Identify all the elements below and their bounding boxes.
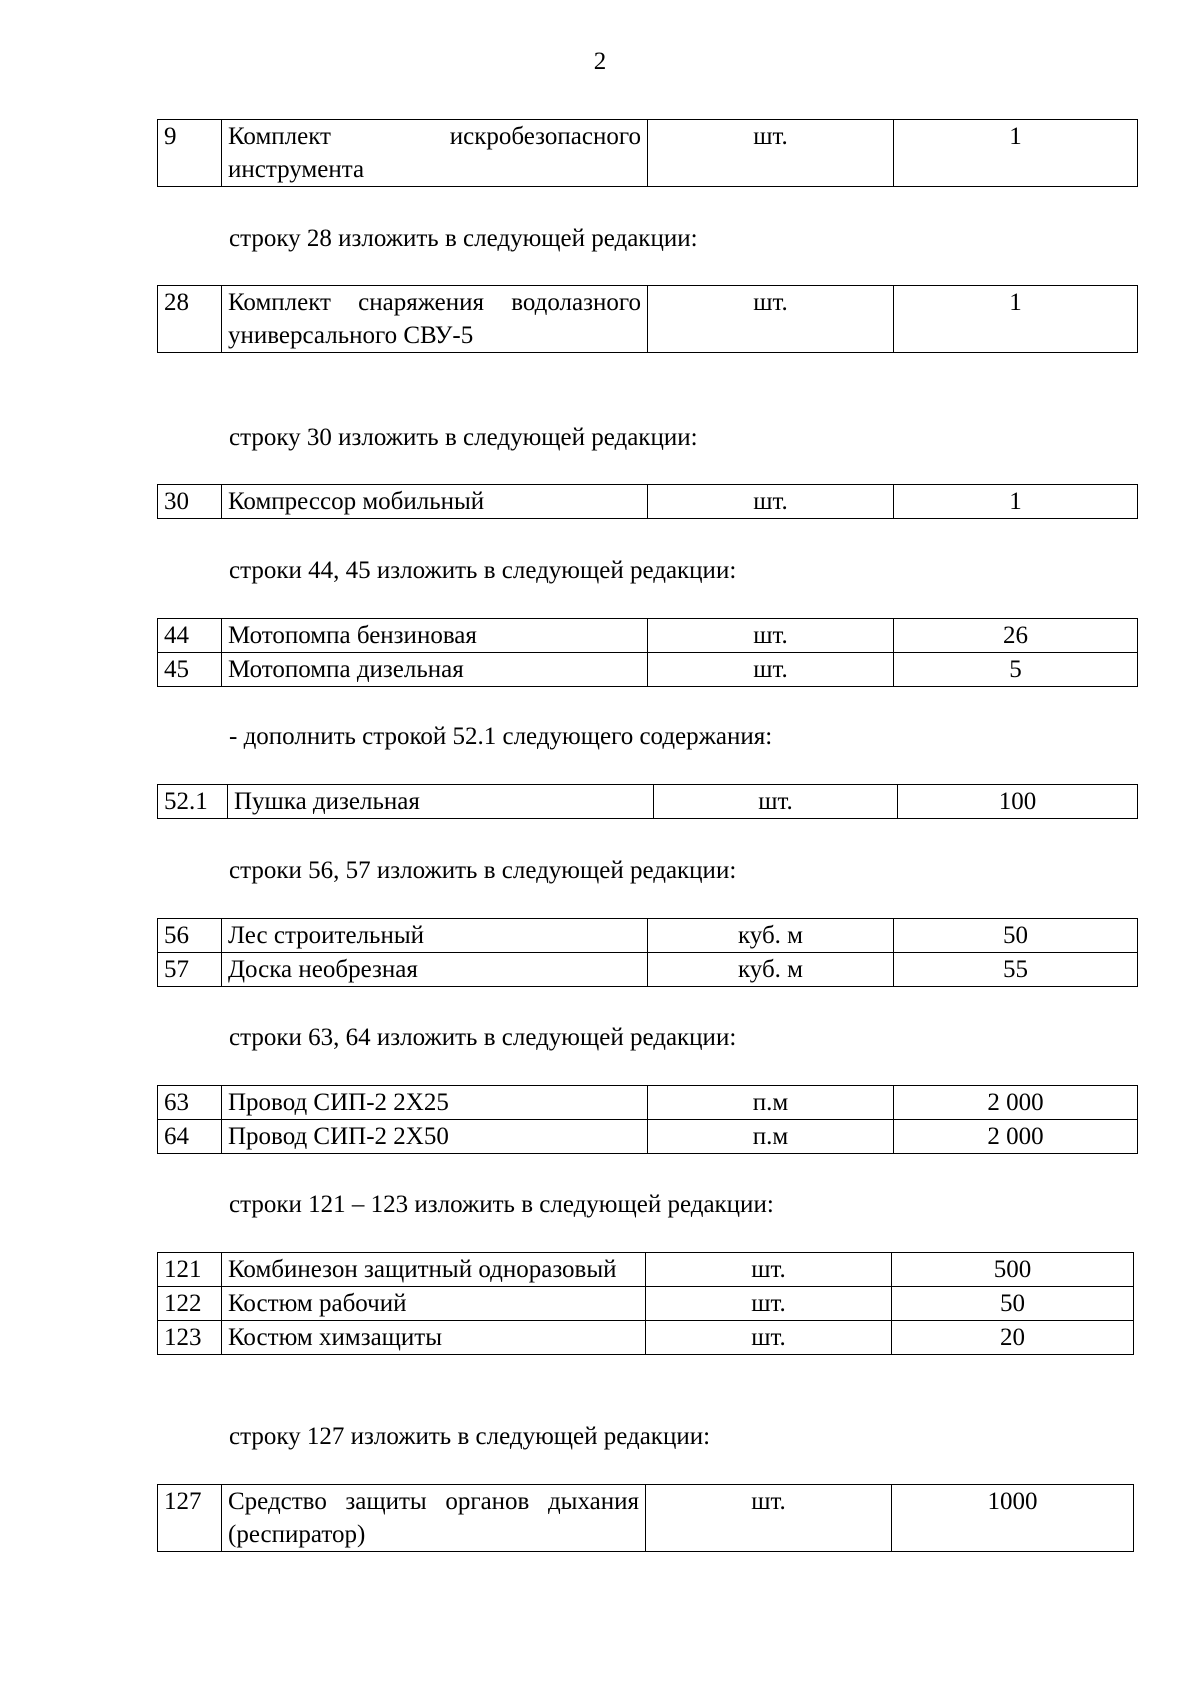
table-row bbox=[158, 919, 1138, 953]
amendment-caption: строку 28 изложить в следующей редакции: bbox=[229, 225, 698, 252]
item-name: Комплект искробезопасного инструмента bbox=[222, 120, 648, 187]
item-quantity: 1 bbox=[894, 120, 1138, 187]
item-unit: шт. bbox=[648, 286, 894, 353]
amendment-table-row-127 bbox=[157, 1484, 1134, 1552]
amendment-caption: строки 63, 64 изложить в следующей редакции: bbox=[229, 1024, 737, 1051]
row-number: 123 bbox=[158, 1321, 222, 1355]
table-row bbox=[158, 785, 1138, 819]
item-unit: куб. м bbox=[648, 953, 894, 987]
amendment-caption: строку 127 изложить в следующей редакции: bbox=[229, 1423, 711, 1450]
table-row bbox=[158, 1287, 1134, 1321]
amendment-caption: строки 56, 57 изложить в следующей редакции: bbox=[229, 857, 737, 884]
item-unit: шт. bbox=[646, 1287, 892, 1321]
item-unit: шт. bbox=[646, 1253, 892, 1287]
item-name: Лес строительный bbox=[222, 919, 648, 953]
table-row bbox=[158, 120, 1138, 187]
item-quantity: 2 000 bbox=[894, 1086, 1138, 1120]
row-number: 64 bbox=[158, 1120, 222, 1154]
item-quantity: 20 bbox=[892, 1321, 1134, 1355]
amendment-table-row-9 bbox=[157, 119, 1138, 187]
item-unit: шт. bbox=[654, 785, 898, 819]
item-unit: шт. bbox=[648, 653, 894, 687]
item-name: Комбинезон защитный одноразовый bbox=[222, 1253, 646, 1287]
item-name: Компрессор мобильный bbox=[222, 485, 648, 519]
item-name: Мотопомпа дизельная bbox=[222, 653, 648, 687]
item-quantity: 100 bbox=[898, 785, 1138, 819]
item-quantity: 500 bbox=[892, 1253, 1134, 1287]
table-row bbox=[158, 1253, 1134, 1287]
item-quantity: 50 bbox=[894, 919, 1138, 953]
table-row bbox=[158, 619, 1138, 653]
item-quantity: 2 000 bbox=[894, 1120, 1138, 1154]
row-number: 127 bbox=[158, 1485, 222, 1552]
row-number: 30 bbox=[158, 485, 222, 519]
item-name: Провод СИП-2 2Х25 bbox=[222, 1086, 648, 1120]
amendment-table-row-28 bbox=[157, 285, 1138, 353]
item-quantity: 5 bbox=[894, 653, 1138, 687]
item-name: Костюм химзащиты bbox=[222, 1321, 646, 1355]
row-number: 52.1 bbox=[158, 785, 228, 819]
row-number: 121 bbox=[158, 1253, 222, 1287]
item-unit: шт. bbox=[648, 485, 894, 519]
table-row bbox=[158, 485, 1138, 519]
item-name: Средство защиты органов дыхания (респиратор) bbox=[222, 1485, 646, 1552]
item-unit: п.м bbox=[648, 1120, 894, 1154]
item-quantity: 1000 bbox=[892, 1485, 1134, 1552]
table-row bbox=[158, 1120, 1138, 1154]
item-name: Комплект снаряжения водолазного универсального СВУ-5 bbox=[222, 286, 648, 353]
item-unit: шт. bbox=[648, 619, 894, 653]
table-row bbox=[158, 286, 1138, 353]
item-unit: куб. м bbox=[648, 919, 894, 953]
item-name: Провод СИП-2 2Х50 bbox=[222, 1120, 648, 1154]
row-number: 122 bbox=[158, 1287, 222, 1321]
table-row bbox=[158, 953, 1138, 987]
table-row bbox=[158, 653, 1138, 687]
item-unit: шт. bbox=[648, 120, 894, 187]
item-name: Мотопомпа бензиновая bbox=[222, 619, 648, 653]
amendment-table-row-52-1 bbox=[157, 784, 1138, 819]
amendment-caption: строки 44, 45 изложить в следующей редакции: bbox=[229, 557, 737, 584]
amendment-caption: строки 121 – 123 изложить в следующей редакции: bbox=[229, 1191, 774, 1218]
item-name: Костюм рабочий bbox=[222, 1287, 646, 1321]
item-unit: шт. bbox=[646, 1321, 892, 1355]
item-quantity: 1 bbox=[894, 286, 1138, 353]
amendment-caption: строку 30 изложить в следующей редакции: bbox=[229, 424, 698, 451]
amendment-table-rows-63-64 bbox=[157, 1085, 1138, 1154]
item-unit: шт. bbox=[646, 1485, 892, 1552]
item-unit: п.м bbox=[648, 1086, 894, 1120]
amendment-caption: - дополнить строкой 52.1 следующего содержания: bbox=[229, 723, 773, 750]
amendment-table-rows-121-123 bbox=[157, 1252, 1134, 1355]
row-number: 56 bbox=[158, 919, 222, 953]
page-number: 2 bbox=[593, 48, 607, 75]
item-name: Пушка дизельная bbox=[228, 785, 654, 819]
row-number: 9 bbox=[158, 120, 222, 187]
table-row bbox=[158, 1086, 1138, 1120]
row-number: 63 bbox=[158, 1086, 222, 1120]
row-number: 45 bbox=[158, 653, 222, 687]
row-number: 28 bbox=[158, 286, 222, 353]
table-row bbox=[158, 1485, 1134, 1552]
item-quantity: 26 bbox=[894, 619, 1138, 653]
amendment-table-rows-56-57 bbox=[157, 918, 1138, 987]
item-quantity: 55 bbox=[894, 953, 1138, 987]
amendment-table-row-30 bbox=[157, 484, 1138, 519]
item-name: Доска необрезная bbox=[222, 953, 648, 987]
row-number: 57 bbox=[158, 953, 222, 987]
row-number: 44 bbox=[158, 619, 222, 653]
item-quantity: 1 bbox=[894, 485, 1138, 519]
table-row bbox=[158, 1321, 1134, 1355]
amendment-table-rows-44-45 bbox=[157, 618, 1138, 687]
item-quantity: 50 bbox=[892, 1287, 1134, 1321]
